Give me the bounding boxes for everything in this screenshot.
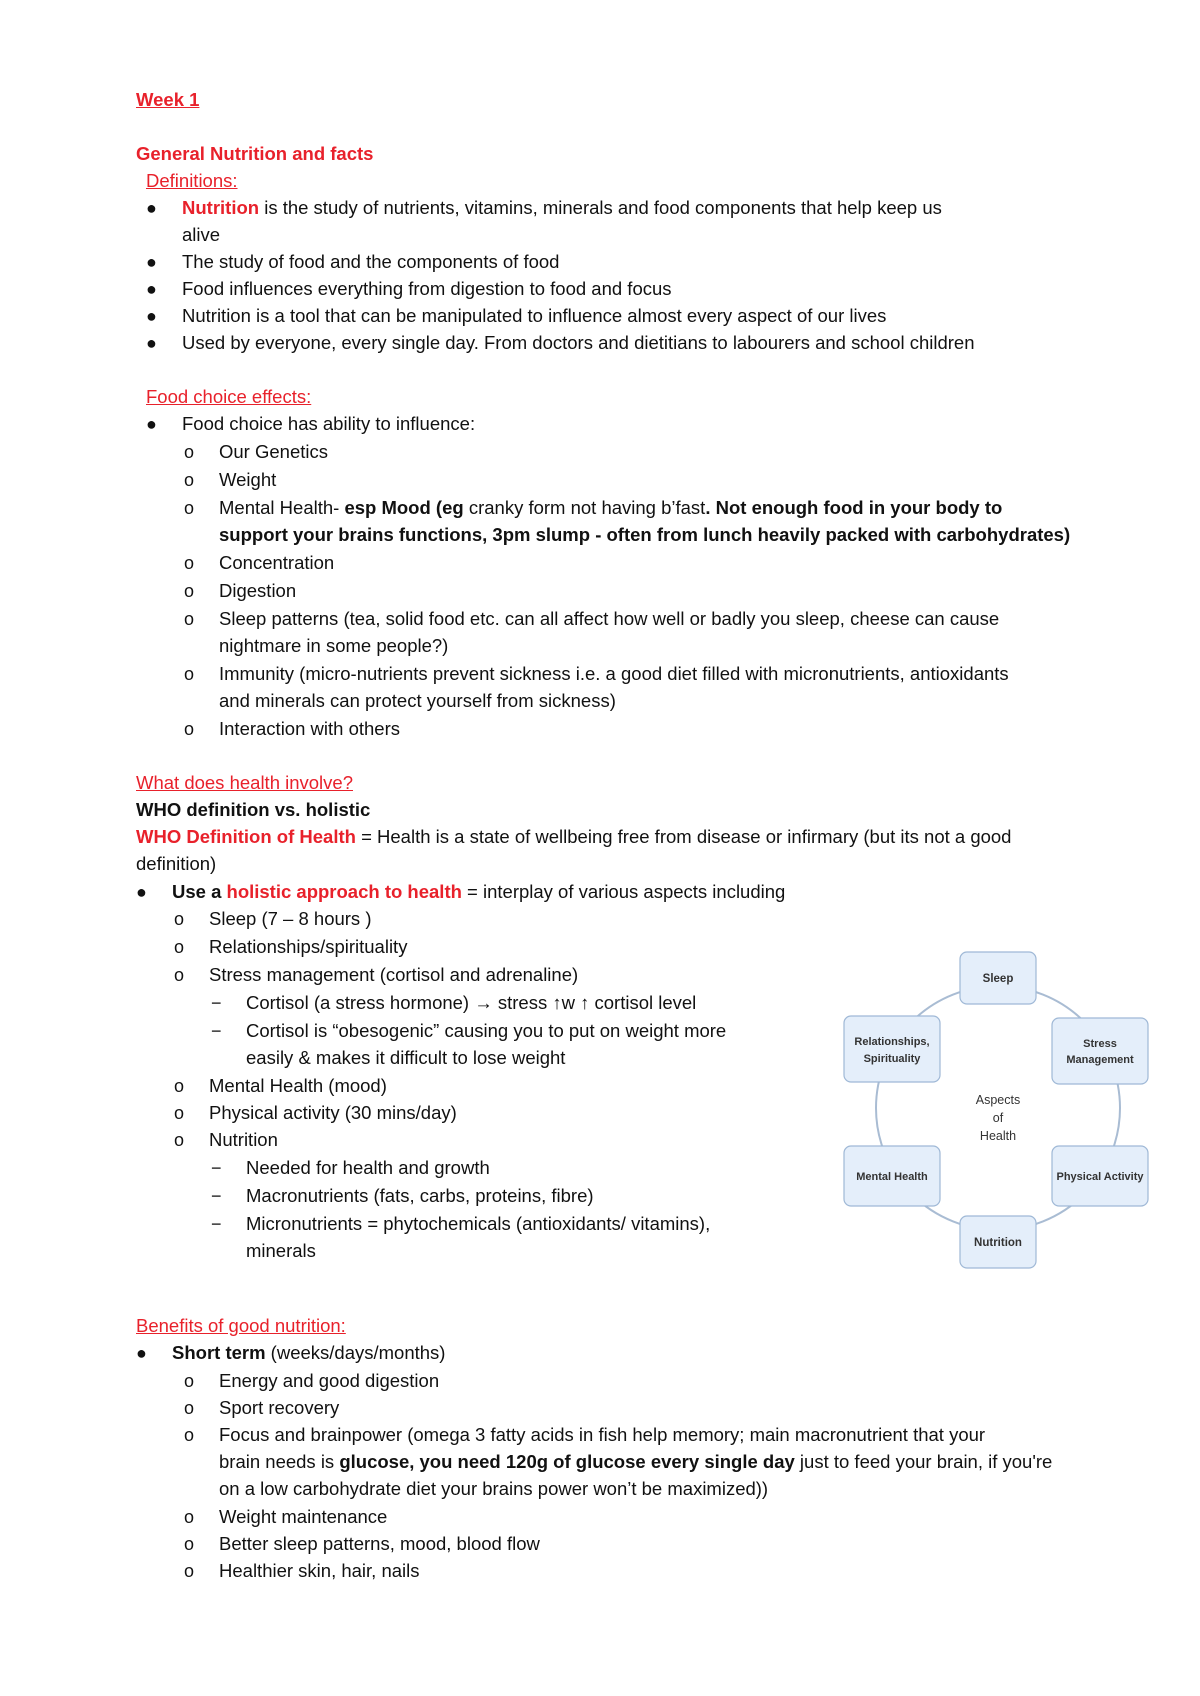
list-item: Mental Health (mood) <box>209 1075 387 1096</box>
node-label: Sleep <box>982 973 1014 985</box>
dash-bullet-icon: − <box>211 1214 222 1234</box>
text-span: cranky form not having b’fast <box>463 497 706 518</box>
nutrition-definition-cont: alive <box>182 224 221 245</box>
text-span: just to feed your brain, if you're <box>794 1451 1053 1472</box>
node-label: Nutrition <box>974 1237 1022 1249</box>
sub-bullet-icon: o <box>184 1425 195 1445</box>
list-item: Physical activity (30 mins/day) <box>209 1102 457 1123</box>
list-item: Digestion <box>219 580 297 601</box>
list-item <box>219 496 1002 520</box>
list-item-cont: nightmare in some people?) <box>219 635 449 656</box>
sub-bullet-icon: o <box>174 937 185 957</box>
list-item: Interaction with others <box>219 718 400 739</box>
sub-bullet-icon: o <box>184 1534 195 1554</box>
sub-bullet-icon: o <box>174 909 185 929</box>
text-span: esp Mood (eg <box>344 497 464 518</box>
diagram-center-label-3: Health <box>979 1129 1017 1143</box>
sub-bullet-icon: o <box>174 965 185 985</box>
list-item: Concentration <box>219 552 335 573</box>
bullet-icon: ● <box>146 198 157 218</box>
text-span: = interplay of various aspects including <box>461 881 786 902</box>
sub-bullet-icon: o <box>184 664 195 684</box>
diagram-node-physical <box>1052 1146 1148 1206</box>
list-item-cont: on a low carbohydrate diet your brains power won’t be maximized)) <box>219 1478 769 1499</box>
node-label: Management <box>1066 1054 1134 1066</box>
node-box <box>844 1016 940 1082</box>
diagram-node-nutrition <box>960 1216 1036 1268</box>
sub-bullet-icon: o <box>184 498 195 518</box>
sub-bullet-icon: o <box>174 1103 185 1123</box>
list-item: Food choice has ability to influence: <box>182 413 476 434</box>
holistic-line <box>172 880 785 904</box>
dash-bullet-icon: − <box>211 1186 222 1206</box>
list-item: Immunity (micro-nutrients prevent sickness i.e. a good diet filled with micronutrients, antioxidants <box>219 663 1009 684</box>
list-item: Focus and brainpower (omega 3 fatty acids in fish help memory; main macronutrient that your <box>219 1424 986 1445</box>
nutrition-term: Nutrition <box>182 197 260 218</box>
node-label: Physical Activity <box>1056 1171 1144 1183</box>
sub-bullet-icon: o <box>184 553 195 573</box>
health-subheading: WHO definition vs. holistic <box>136 799 371 820</box>
list-item-cont: and minerals can protect yourself from sickness) <box>219 690 616 711</box>
list-item: Nutrition <box>209 1129 278 1150</box>
bullet-icon: ● <box>146 252 157 272</box>
sub-bullet-icon: o <box>184 1507 195 1527</box>
sub-bullet-icon: o <box>174 1076 185 1096</box>
text-span: brain needs is <box>219 1451 340 1472</box>
nutrition-definition-line <box>182 196 942 220</box>
list-item: Better sleep patterns, mood, blood flow <box>219 1533 540 1554</box>
bullet-icon: ● <box>146 333 157 353</box>
health-heading: What does health involve? <box>136 772 353 793</box>
sub-bullet-icon: o <box>184 442 195 462</box>
who-definition-line <box>136 825 1011 849</box>
dash-bullet-icon: − <box>211 993 222 1013</box>
who-definition: = Health is a state of wellbeing free from disease or infirmary (but its not a good <box>355 826 1012 847</box>
bullet-icon: ● <box>146 306 157 326</box>
bullet-icon: ● <box>136 882 147 902</box>
text-span: Mental Health- <box>219 497 345 518</box>
list-item: Energy and good digestion <box>219 1370 440 1391</box>
bullet-icon: ● <box>136 1343 147 1363</box>
list-item: The study of food and the components of food <box>182 251 560 272</box>
sub-bullet-icon: o <box>184 1371 195 1391</box>
text-span: glucose, you need 120g of glucose every single day <box>339 1451 795 1472</box>
text-span: Use a <box>172 881 227 902</box>
dash-bullet-icon: − <box>211 1158 222 1178</box>
diagram-center-label-2: of <box>992 1111 1004 1125</box>
list-item-cont: support your brains functions, 3pm slump - often from lunch heavily packed with carbohydrates) <box>219 524 1071 545</box>
list-item: Healthier skin, hair, nails <box>219 1560 420 1581</box>
list-item-cont <box>219 1450 1052 1474</box>
who-term: WHO Definition of Health <box>136 826 356 847</box>
list-item-cont: easily & makes it difficult to lose weight <box>246 1047 566 1068</box>
diagram-node-sleep <box>960 952 1036 1004</box>
text-span: Short term <box>172 1342 266 1363</box>
list-item <box>172 1341 445 1365</box>
list-item: Sleep patterns (tea, solid food etc. can all affect how well or badly you sleep, cheese can cause <box>219 608 1000 629</box>
node-box <box>1052 1018 1148 1084</box>
list-item: Our Genetics <box>219 441 328 462</box>
list-item: Sleep (7 – 8 hours ) <box>209 908 372 929</box>
benefits-heading: Benefits of good nutrition: <box>136 1315 346 1336</box>
node-label: Stress <box>1083 1038 1117 1050</box>
list-item: Weight maintenance <box>219 1506 388 1527</box>
sub-bullet-icon: o <box>184 719 195 739</box>
node-label: Relationships, <box>854 1036 930 1048</box>
bullet-icon: ● <box>146 279 157 299</box>
node-label: Spirituality <box>863 1053 921 1065</box>
food-choice-heading: Food choice effects: <box>146 386 312 407</box>
diagram-node-relationships <box>844 1016 940 1082</box>
bullet-icon: ● <box>146 414 157 434</box>
sub-bullet-icon: o <box>174 1130 185 1150</box>
list-item: Stress management (cortisol and adrenaline) <box>209 964 579 985</box>
sub-bullet-icon: o <box>184 609 195 629</box>
list-item: Micronutrients = phytochemicals (antioxidants/ vitamins), <box>246 1213 711 1234</box>
list-item-cont: minerals <box>246 1240 316 1261</box>
holistic-term: holistic approach to health <box>226 881 462 902</box>
dash-bullet-icon: − <box>211 1021 222 1041</box>
list-item: Sport recovery <box>219 1397 340 1418</box>
node-label: Mental Health <box>856 1171 928 1183</box>
text-span: (weeks/days/months) <box>265 1342 446 1363</box>
list-item: Relationships/spirituality <box>209 936 408 957</box>
who-definition-cont: definition) <box>136 853 217 874</box>
diagram-center-label-1: Aspects <box>975 1093 1021 1107</box>
list-item: Needed for health and growth <box>246 1157 490 1178</box>
diagram-node-mental <box>844 1146 940 1206</box>
aspects-of-health-diagram <box>838 940 1154 1270</box>
list-item: Weight <box>219 469 277 490</box>
sub-bullet-icon: o <box>184 581 195 601</box>
week-title: Week 1 <box>136 89 200 110</box>
list-item: Cortisol (a stress hormone) → stress ↑w ↑ cortisol level <box>246 992 697 1013</box>
diagram-node-stress <box>1052 1018 1148 1084</box>
list-item: Macronutrients (fats, carbs, proteins, fibre) <box>246 1185 594 1206</box>
list-item: Food influences everything from digestion to food and focus <box>182 278 672 299</box>
sub-bullet-icon: o <box>184 1561 195 1581</box>
sub-bullet-icon: o <box>184 470 195 490</box>
definitions-heading: Definitions: <box>146 170 238 191</box>
section-heading-general: General Nutrition and facts <box>136 143 374 164</box>
list-item: Used by everyone, every single day. From doctors and dietitians to labourers and school children <box>182 332 975 353</box>
text-span: . Not enough food in your body to <box>705 497 1003 518</box>
list-item: Cortisol is “obesogenic” causing you to put on weight more <box>246 1020 727 1041</box>
nutrition-definition: is the study of nutrients, vitamins, minerals and food components that help keep us <box>259 197 942 218</box>
list-item: Nutrition is a tool that can be manipulated to influence almost every aspect of our lives <box>182 305 887 326</box>
sub-bullet-icon: o <box>184 1398 195 1418</box>
